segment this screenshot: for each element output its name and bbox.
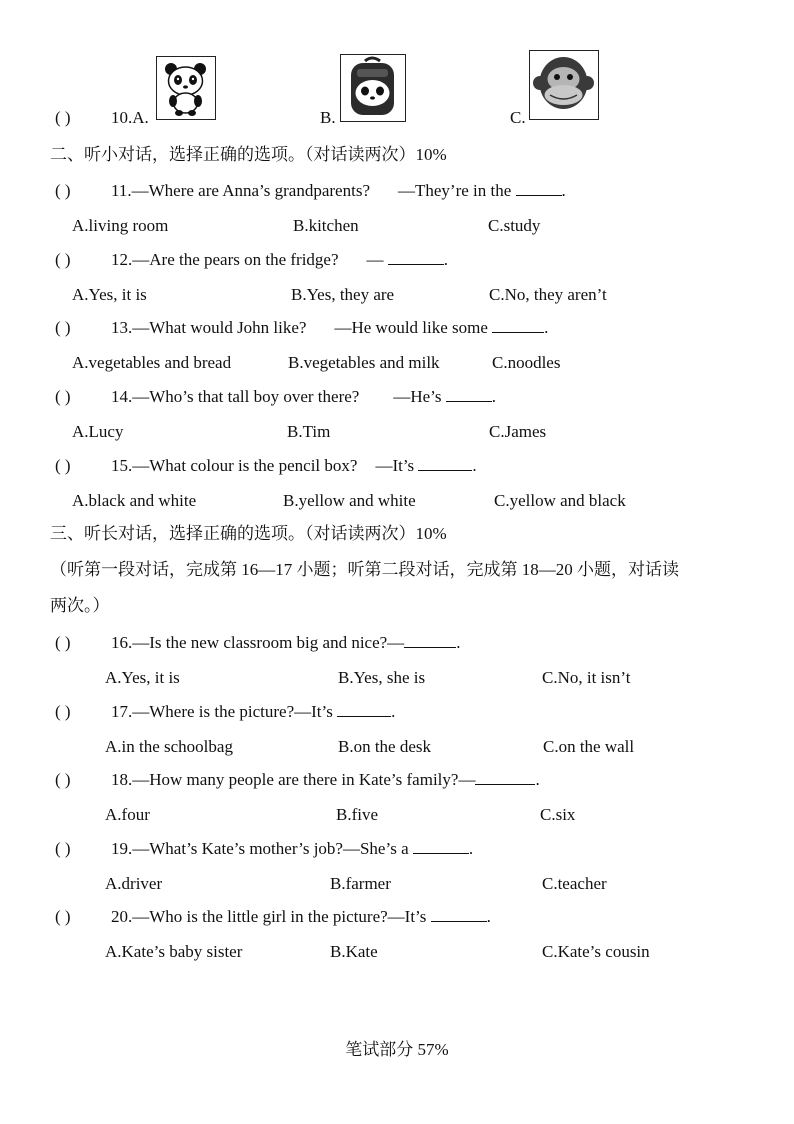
option-c[interactable]: C.Kate’s cousin [542, 942, 650, 961]
option-c[interactable]: C.on the wall [543, 737, 635, 756]
option-a[interactable]: A.Kate’s baby sister [105, 942, 243, 961]
option-a[interactable]: A.driver [105, 874, 163, 893]
answer-blank[interactable] [475, 770, 535, 785]
answer-paren[interactable]: ( ) [55, 387, 71, 406]
answer-paren[interactable]: ( ) [55, 181, 71, 200]
answer-blank[interactable] [492, 318, 544, 333]
q10-option-c-label: C. [510, 108, 526, 127]
answer-blank[interactable] [418, 456, 472, 471]
section2-title: 二、听小对话，选择正确的选项。（对话读两次）10% [50, 145, 447, 164]
answer-paren[interactable]: ( ) [55, 318, 71, 337]
section3-note: （听第一段对话，完成第 16—17 小题；听第二段对话，完成第 18—20 小题，对话读 [50, 560, 679, 579]
q10-number: 10.A. [111, 108, 149, 127]
question-13: ( ) 13.—What would John like? —He would like some . [55, 318, 549, 337]
answer-paren[interactable]: ( ) [55, 907, 71, 926]
option-c[interactable]: C.teacher [542, 874, 607, 893]
question-14: ( ) 14.—Who’s that tall boy over there? —He’s . [55, 387, 496, 406]
option-c[interactable]: C.yellow and black [494, 491, 626, 510]
monkey-icon [530, 51, 597, 118]
option-c[interactable]: C.study [488, 216, 541, 235]
question-17: ( ) 17.—Where is the picture?—It’s . [55, 702, 396, 721]
backpack-icon [341, 55, 404, 120]
monkey-picture[interactable] [529, 50, 599, 120]
answer-blank[interactable] [413, 839, 469, 854]
q10-option-b-label: B. [320, 108, 336, 127]
option-a[interactable]: A.black and white [72, 491, 197, 510]
question-20: ( ) 20.—Who is the little girl in the picture?—It’s . [55, 907, 491, 926]
option-b[interactable]: B.vegetables and milk [288, 353, 440, 372]
option-a[interactable]: A.Yes, it is [105, 668, 180, 687]
answer-blank[interactable] [431, 907, 487, 922]
option-c[interactable]: C.James [489, 422, 547, 441]
question-19: ( ) 19.—What’s Kate’s mother’s job?—She’s a . [55, 839, 474, 858]
option-c[interactable]: C.No, it isn’t [542, 668, 631, 687]
answer-paren[interactable]: ( ) [55, 456, 71, 475]
section3-note-cont: 两次。） [50, 596, 110, 615]
option-b[interactable]: B.on the desk [338, 737, 432, 756]
option-a[interactable]: A.Yes, it is [72, 285, 147, 304]
answer-blank[interactable] [446, 387, 492, 402]
answer-paren[interactable]: ( ) [55, 702, 71, 721]
q10-line [55, 108, 149, 128]
option-b[interactable]: B.Kate [330, 942, 378, 961]
option-a[interactable]: A.in the schoolbag [105, 737, 233, 756]
option-b[interactable]: B.kitchen [293, 216, 359, 235]
panda-icon [157, 57, 214, 118]
written-section-heading: 笔试部分 57% [345, 1040, 449, 1059]
answer-blank[interactable] [388, 250, 444, 265]
panda-picture[interactable] [156, 56, 216, 120]
option-a[interactable]: A.four [105, 805, 150, 824]
question-11: ( ) 11.—Where are Anna’s grandparents? —They’re in the . [55, 181, 566, 200]
answer-paren[interactable]: ( ) [55, 250, 71, 269]
question-18: ( ) 18.—How many people are there in Kate’s family?— . [55, 770, 540, 789]
option-c[interactable]: C.No, they aren’t [489, 285, 607, 304]
question-15: ( ) 15.—What colour is the pencil box? —It’s . [55, 456, 477, 475]
option-b[interactable]: B.Yes, they are [291, 285, 395, 304]
option-b[interactable]: B.Tim [287, 422, 331, 441]
option-c[interactable]: C.noodles [492, 353, 561, 372]
option-a[interactable]: A.vegetables and bread [72, 353, 232, 372]
question-12: ( ) 12.—Are the pears on the fridge? — . [55, 250, 449, 269]
panda-backpack-picture[interactable] [340, 54, 406, 122]
option-b[interactable]: B.yellow and white [283, 491, 416, 510]
option-b[interactable]: B.farmer [330, 874, 391, 893]
answer-blank[interactable] [516, 181, 562, 196]
answer-blank[interactable] [404, 633, 456, 648]
answer-paren[interactable]: ( ) [55, 770, 71, 789]
answer-blank[interactable] [337, 702, 391, 717]
option-a[interactable]: A.living room [72, 216, 169, 235]
question-16: ( ) 16.—Is the new classroom big and nice?— . [55, 633, 461, 652]
option-b[interactable]: B.five [336, 805, 379, 824]
answer-paren[interactable]: ( ) [55, 108, 71, 127]
section3-title: 三、听长对话，选择正确的选项。（对话读两次）10% [50, 524, 447, 543]
answer-paren[interactable]: ( ) [55, 633, 71, 652]
answer-paren[interactable]: ( ) [55, 839, 71, 858]
option-c[interactable]: C.six [540, 805, 576, 824]
option-b[interactable]: B.Yes, she is [338, 668, 426, 687]
option-a[interactable]: A.Lucy [72, 422, 124, 441]
